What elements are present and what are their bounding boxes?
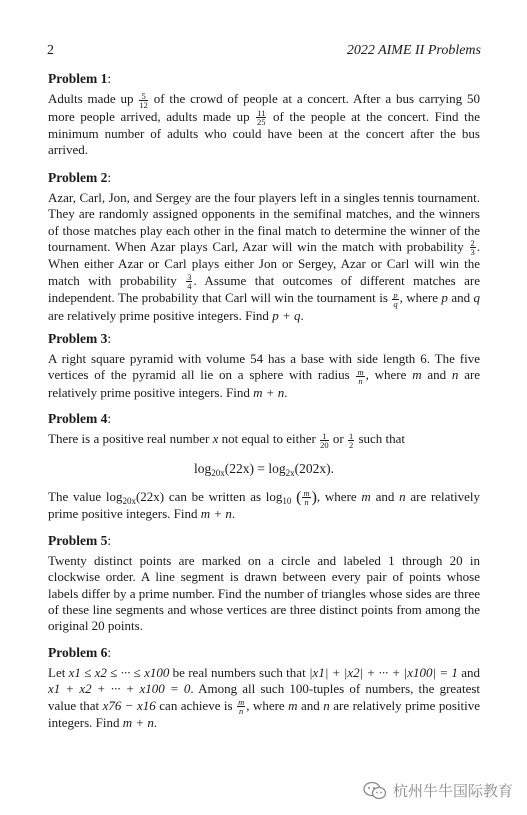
problem-2-text: Azar, Carl, Jon, and Sergey are the four players left in a singles tennis tournament. They are randomly assigned opponents in the semifinal matches, and the winners of those matches play each other in the final match to determine the winner of the tournament. When Azar plays Carl, Azar will win the match with probability $\frac{2}{3}$ . When either Azar or Carl plays either Jon or Sergey, Azar or Carl will win the match with probability $\frac{3}{4}$ . Assume that outcomes of different matches are independent. The probability that Carl will win the tournament is $\frac{p}{q}$, where p and q are relatively prime positive integers. Find p + q.	[48, 190, 481, 323]
fraction: $\frac{p}{q}$	[393, 289, 398, 309]
watermark-text: 杭州牛牛国际教育	[392, 782, 513, 800]
problem-3	[48, 331, 480, 401]
problem-5-text: Twenty distinct points are marked on a circle and labeled 1 through 20 in clockwise order. A line segment is drawn between every pair of points whose labels differ by a prime number. Find the number of triangles whose sides are three of these line segments and whose vertices are three distinct points from among the original 20 points.	[48, 553, 480, 634]
fraction: $\frac{11}{25}$	[257, 108, 266, 128]
watermark	[363, 780, 513, 801]
problem-3-title: Problem 3:	[48, 331, 112, 346]
problem-5-title: Problem 5:	[48, 533, 112, 548]
fraction: $\frac{m}{n}$	[303, 488, 310, 508]
fraction: $\frac{3}{4}$	[187, 272, 192, 292]
fraction: $\frac{2}{3}$	[470, 238, 475, 258]
fraction: $\frac{1}{2}$	[348, 430, 354, 450]
problem-2-title: Problem 2:	[48, 170, 112, 185]
problem-4	[48, 411, 480, 522]
problem-1-text: Adults made up $\frac{5}{12}$ of the crowd of people at a concert. After a bus carrying 50 more people arrived, adults made up $\frac{11}{25}$ of the people at the concert. Find the minimum number of adults who could have been at the concert after the bus arrived.	[48, 90, 480, 158]
fraction: $\frac{1}{20}$	[320, 430, 329, 450]
problem-6-title: Problem 6:	[48, 645, 112, 660]
problem-6	[48, 645, 480, 731]
problem-4-text-continued: The value $\log_{20x}(22x)$ can be written as $\log_{10}$ ( $\frac{m}{n}$), where m and n are relatively prime positive integers. Find m + n.	[48, 488, 481, 522]
problem-1-title: Problem 1:	[48, 71, 112, 86]
fraction: $\frac{m}{n}$	[238, 697, 245, 717]
problem-4-text: There is a positive real number x not equal to either $\frac{1}{20}$ or $\frac{1}{2}$ such that	[48, 430, 406, 450]
page-number: 2	[47, 43, 54, 58]
problem-3-text: A right square pyramid with volume 54 has a base with side length 6. The five vertices of the pyramid all lie on a sphere with radius $\frac{m}{n}$, where m and n are relatively prime positive integers. Find m + n.	[48, 351, 481, 400]
fraction: $\frac{m}{n}$	[357, 366, 364, 386]
problem-2	[48, 170, 480, 324]
display-equation: $\log_{20x}(22x) = \log_{2x}(202x)$.	[194, 460, 334, 478]
problem-6-text: Let x1 ≤ x2 ≤ ··· ≤ x100 be real numbers such that |x1| + |x2| + ··· + |x100| = 1 and x1 + x2 + ··· + x100 = 0. Among all such 100-tuples of numbers, the greatest value that x76 − x16 can achieve is $\frac{m}{n}$, where m and n are relatively prime positive integers. Find m + n.	[48, 665, 481, 731]
wechat-icon	[363, 781, 387, 801]
running-header-title: 2022 AIME II Problems	[346, 43, 481, 58]
fraction: $\frac{5}{12}$	[139, 90, 148, 110]
problem-1	[48, 71, 480, 159]
problem-4-title: Problem 4:	[48, 411, 112, 426]
problem-5	[48, 533, 480, 634]
